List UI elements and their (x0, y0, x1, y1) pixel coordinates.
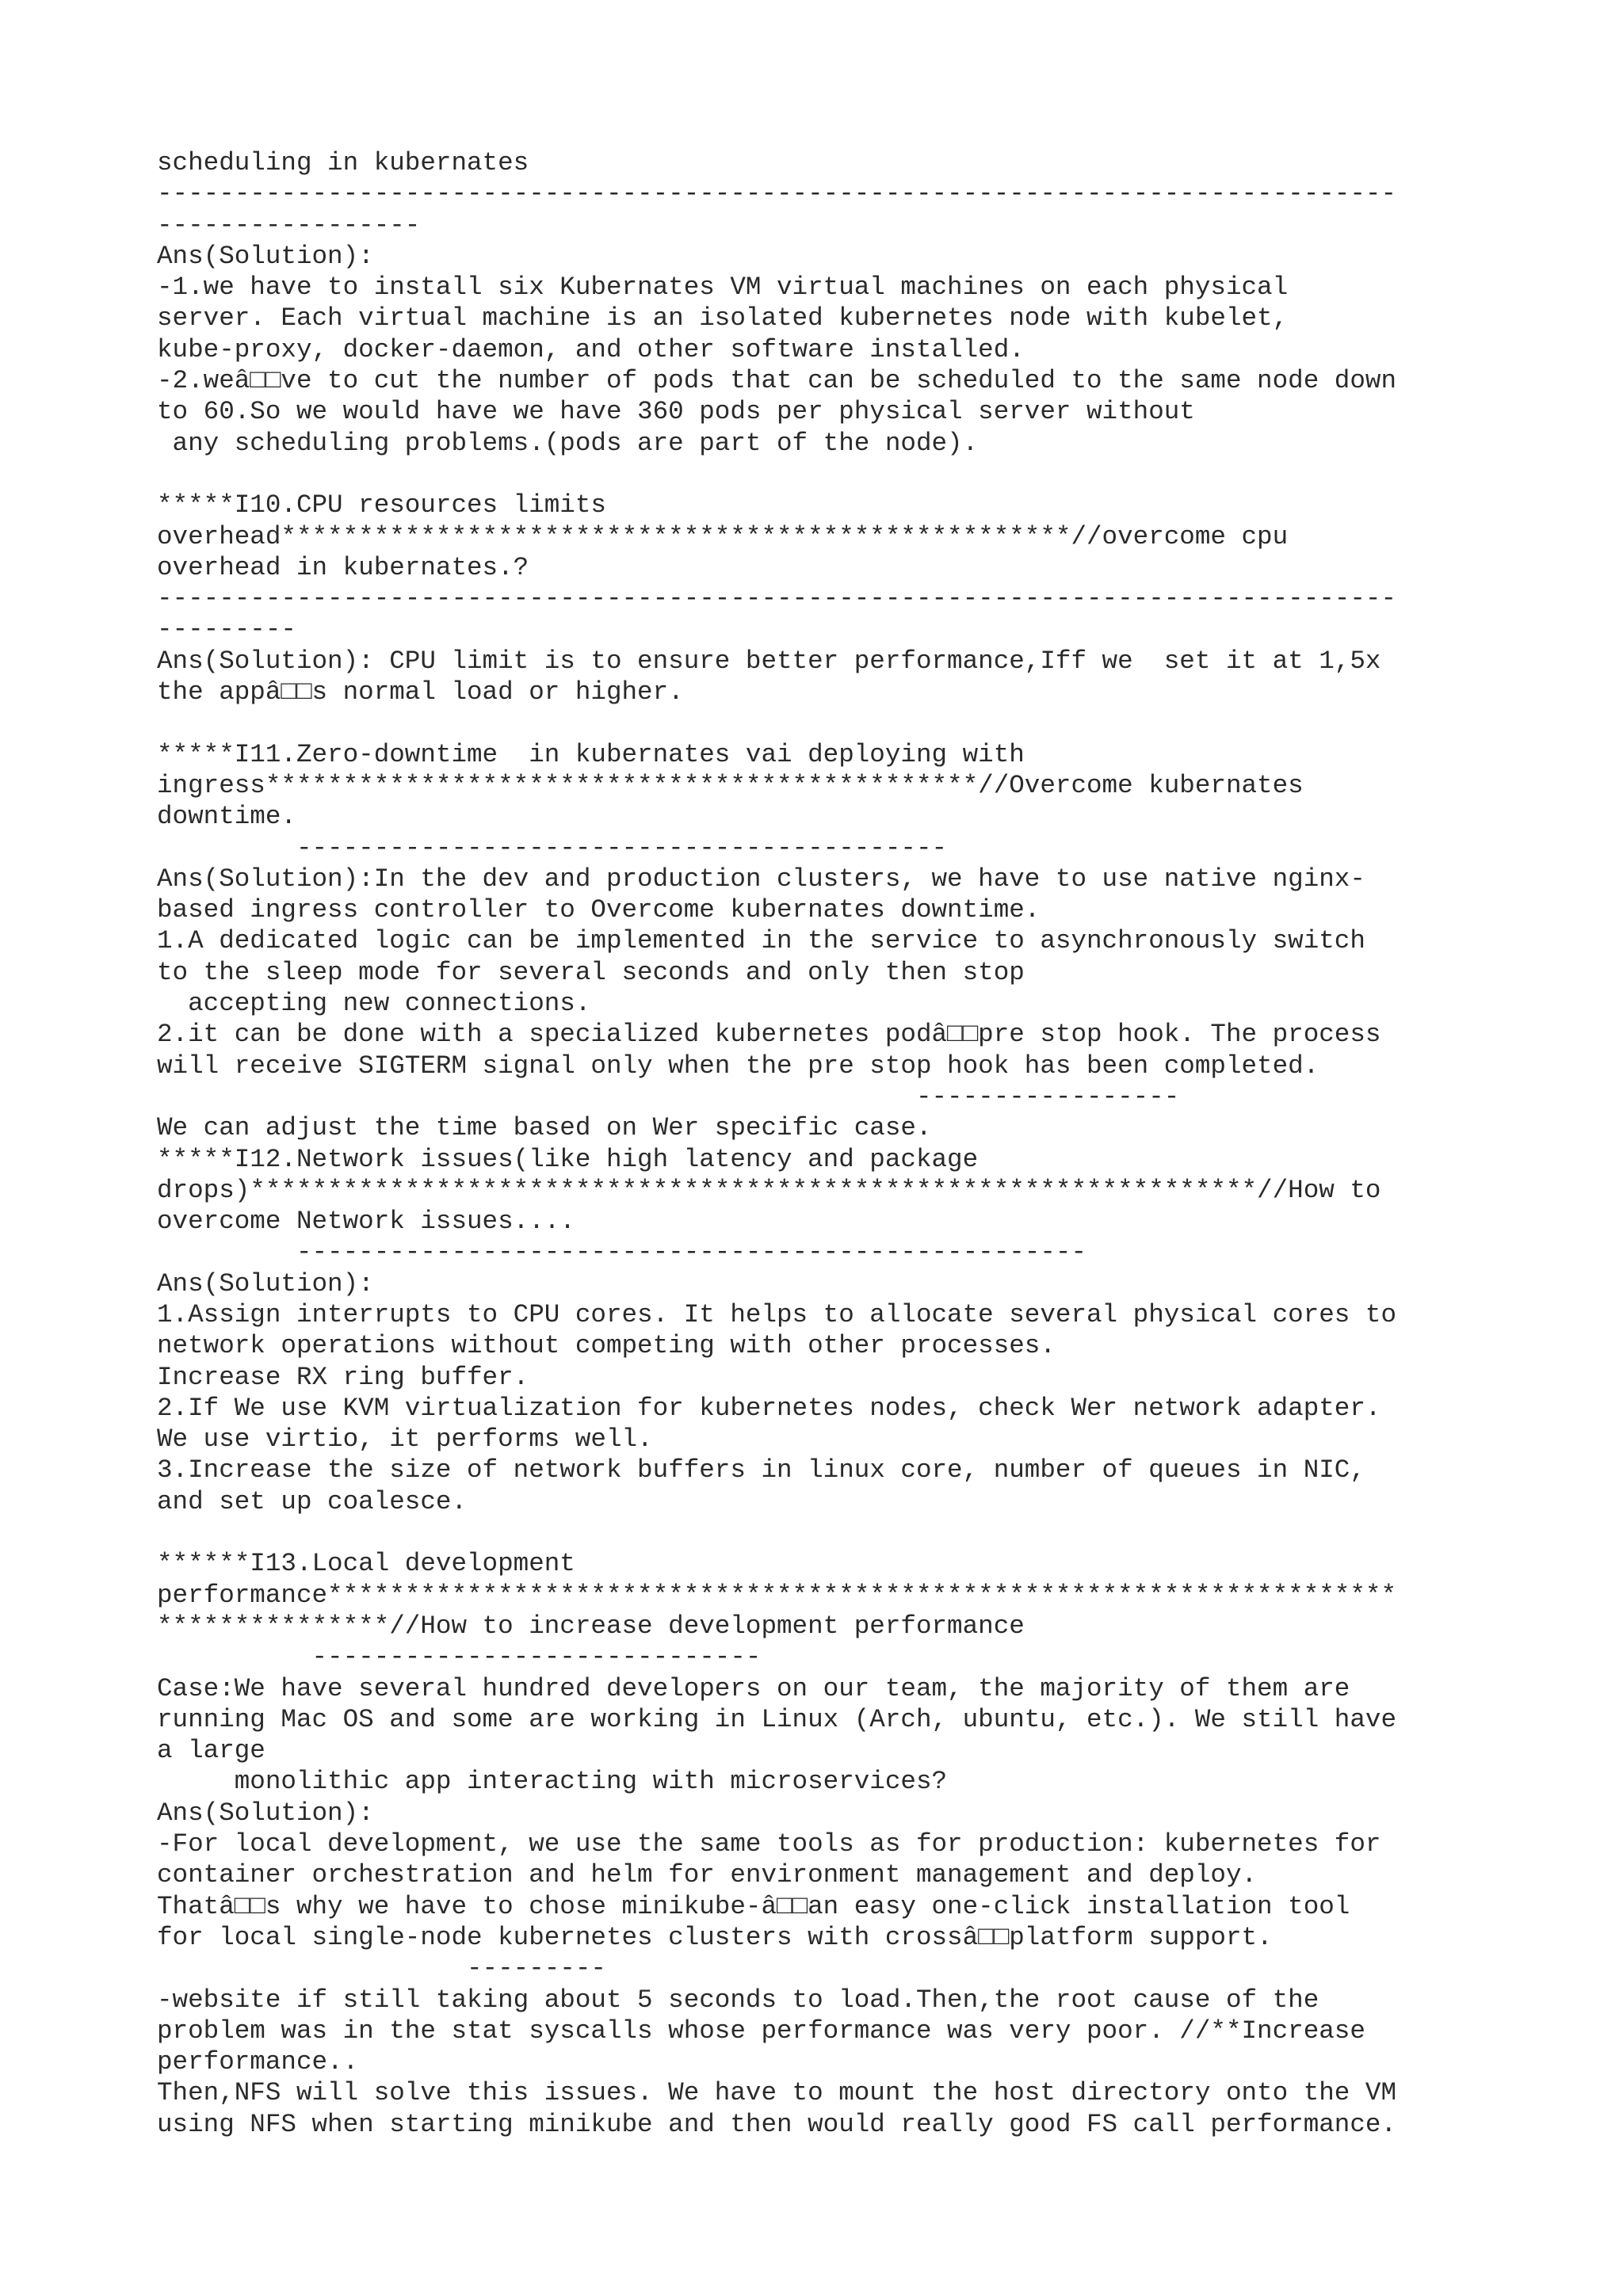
body-text-line: Then,NFS will solve this issues. We have to mount the host directory onto the VM (157, 2078, 1397, 2108)
section-heading-i12: drops)*****************************************************************//How to (157, 1175, 1381, 1205)
body-text-line: Thatâ□□s why we have to chose minikube-â□□an easy one-click installation tool (157, 1891, 1350, 1921)
body-text-line: container orchestration and helm for environment management and deploy. (157, 1860, 1258, 1890)
body-text-line: to the sleep mode for several seconds and only then stop (157, 957, 1025, 987)
section-heading-i11: *****I11.Zero-downtime in kubernates vai deploying with (157, 739, 1025, 769)
body-text-line: will receive SIGTERM signal only when the pre stop hook has been completed. (157, 1051, 1319, 1081)
body-text-line: Case:We have several hundred developers on our team, the majority of them are (157, 1673, 1350, 1703)
body-text-line: based ingress controller to Overcome kubernates downtime. (157, 895, 1041, 925)
body-text-line: Ans(Solution): CPU limit is to ensure better performance,Iff we set it at 1,5x (157, 646, 1381, 676)
section-heading-i11: ingress**********************************************//Overcome kubernates (157, 770, 1304, 800)
body-text-line: a large (157, 1736, 265, 1766)
separator-line: -------------------------------------------------------------------------------- (157, 584, 1397, 614)
section-heading-i10: overhead***************************************************//overcome cpu (157, 521, 1289, 551)
body-text-line: We use virtio, it performs well. (157, 1425, 653, 1455)
body-text-line: the appâ□□s normal load or higher. (157, 677, 684, 707)
separator-line: --------------------------------------------------- (157, 1238, 1087, 1268)
answer-label: Ans(Solution): (157, 1268, 374, 1299)
body-text-line: server. Each virtual machine is an isolated kubernetes node with kubelet, (157, 303, 1289, 334)
section-heading-i13: ***************//How to increase development performance (157, 1611, 1025, 1641)
body-text-line: -1.we have to install six Kubernates VM virtual machines on each physical (157, 273, 1289, 303)
body-text-line: 3.Increase the size of network buffers in linux core, number of queues in NIC, (157, 1455, 1365, 1486)
body-text-line: 2.If We use KVM virtualization for kubernetes nodes, check Wer network adapter. (157, 1393, 1381, 1423)
body-text-line: for local single-node kubernetes clusters with crossâ□□platform support. (157, 1922, 1273, 1952)
body-text-line: any scheduling problems.(pods are part of the node). (157, 428, 979, 458)
section-heading-i11: downtime. (157, 802, 296, 832)
separator-line: --------- (157, 615, 296, 645)
answer-label: Ans(Solution): (157, 241, 374, 271)
body-text-line: -For local development, we use the same tools as for production: kubernetes for (157, 1829, 1381, 1859)
body-text-line: 1.Assign interrupts to CPU cores. It helps to allocate several physical cores to (157, 1299, 1397, 1329)
body-text-line: network operations without competing with other processes. (157, 1331, 1056, 1361)
separator-line: ----------------- (157, 1081, 1180, 1112)
body-text-line: and set up coalesce. (157, 1486, 468, 1516)
body-text-line: We can adjust the time based on Wer specific case. (157, 1113, 932, 1143)
blank-line (157, 707, 1568, 738)
section-heading-i13: ******I13.Local development (157, 1549, 575, 1579)
answer-label: Ans(Solution): (157, 1798, 374, 1828)
section-heading-i10: overhead in kubernates.? (157, 552, 529, 582)
blank-line (157, 459, 1568, 490)
section-heading-i12: overcome Network issues.... (157, 1207, 575, 1237)
body-text-line: Ans(Solution):In the dev and production clusters, we have to use native nginx- (157, 864, 1365, 894)
body-text-line: performance.. (157, 2047, 359, 2077)
body-text-line: kube-proxy, docker-daemon, and other software installed. (157, 334, 1025, 364)
body-text-line: problem was in the stat syscalls whose performance was very poor. //**Increase (157, 2016, 1365, 2046)
separator-line: ------------------------------------------ (157, 833, 948, 863)
body-text-line: Increase RX ring buffer. (157, 1362, 529, 1392)
body-text-line: monolithic app interacting with microservices? (157, 1767, 948, 1797)
section-heading-i13: performance********************************************************************* (157, 1580, 1397, 1610)
body-text-line: running Mac OS and some are working in Linux (Arch, ubuntu, etc.). We still have (157, 1704, 1397, 1734)
document-page (157, 147, 1568, 2140)
body-text-line: to 60.So we would have we have 360 pods per physical server without (157, 397, 1195, 427)
heading-text: scheduling in kubernates (157, 148, 529, 177)
blank-line (157, 1517, 1568, 1548)
body-text-line: accepting new connections. (157, 989, 591, 1019)
body-text-line: -website if still taking about 5 seconds to load.Then,the root cause of the (157, 1985, 1319, 2015)
separator-line: ----------------- (157, 210, 421, 240)
body-text-line: using NFS when starting minikube and then would really good FS call performance. (157, 2109, 1397, 2139)
body-text-line: 2.it can be done with a specialized kubernetes podâ□□pre stop hook. The process (157, 1020, 1381, 1050)
separator-line: -------------------------------------------------------------------------------- (157, 179, 1397, 209)
section-heading-i12: *****I12.Network issues(like high latency and package (157, 1144, 979, 1174)
section-heading-i10: *****I10.CPU resources limits (157, 490, 606, 521)
separator-line: --------- (157, 1954, 606, 1984)
body-text-line: 1.A dedicated logic can be implemented in the service to asynchronously switch (157, 926, 1365, 956)
body-text-line: -2.weâ□□ve to cut the number of pods that can be scheduled to the same node down (157, 366, 1397, 396)
separator-line: ----------------------------- (157, 1642, 762, 1672)
